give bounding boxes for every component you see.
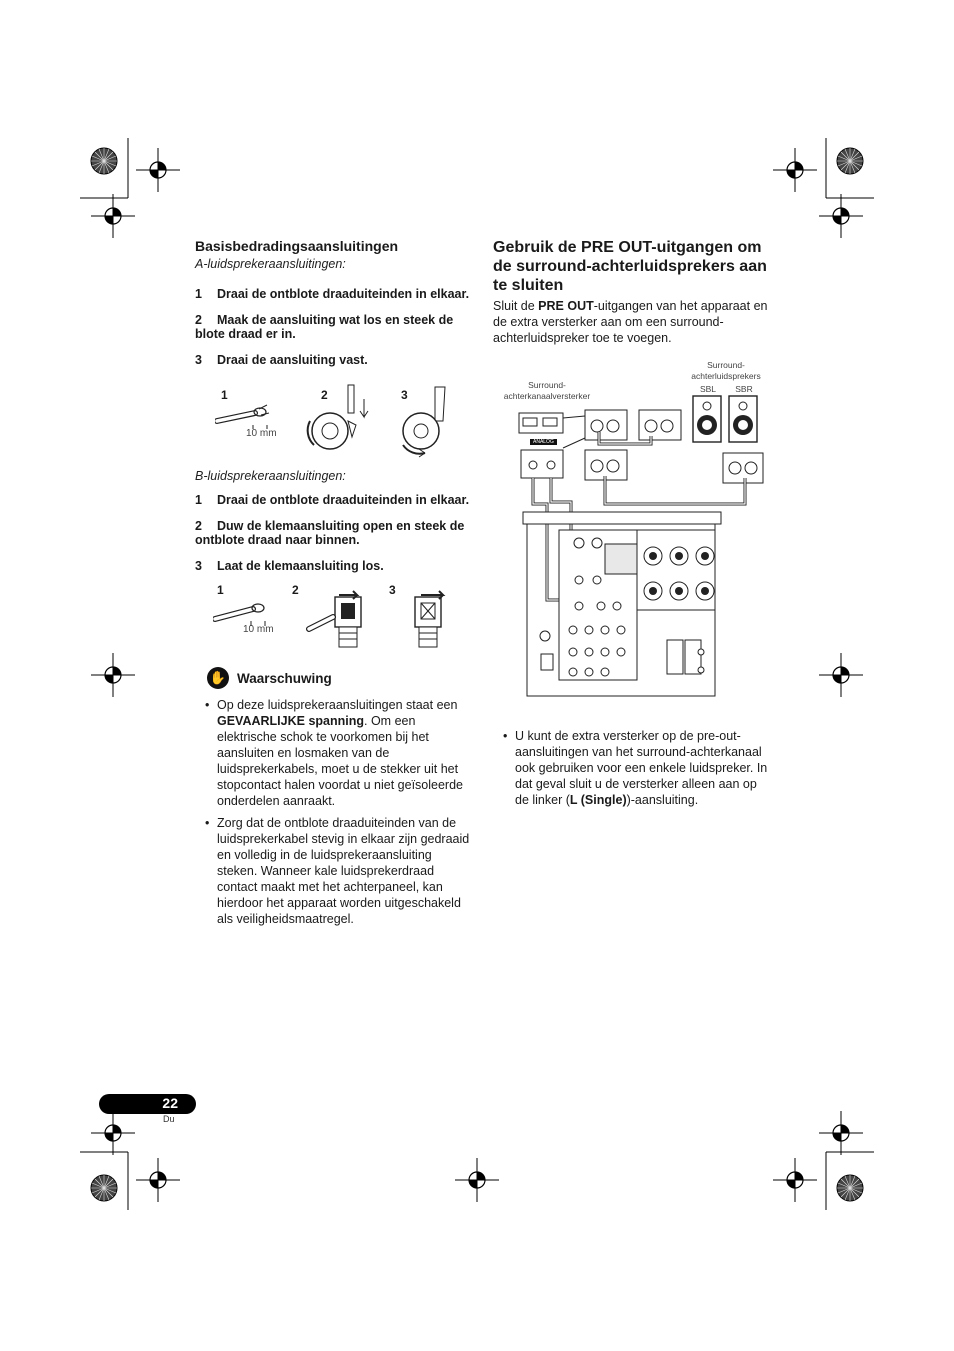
diagram-drawing: [493, 358, 773, 700]
pre-out-heading: Gebruik de PRE OUT-uitgangen om de surround-achterluidsprekers aan te sluiten: [493, 239, 767, 294]
twisted-wire-b-illustration: [213, 597, 283, 627]
warning-item: • Op deze luidsprekeraansluitingen staat een GEVAARLIJKE spanning. Om een elektrische schok te voorkomen bij het aansluiten en losmaken van de luidsprekerkabels, moet u de stekker uit het stopcontact halen voordat u niet geïsoleerde onderdelen aanraakt.: [195, 697, 473, 809]
analog-label: ANALOG: [530, 439, 557, 445]
note-item: • U kunt de extra versterker op de pre-out-aansluitingen van het surround-achterkanaal ook gebruiken voor een enkele luidspreker. In dat geval sluit u de versterker alleen aan op de linker (L (Single))-aansluiting.: [493, 728, 768, 808]
loosen-terminal-illustration: [300, 381, 370, 459]
warning-list: [195, 697, 473, 927]
figure-a-steps: [195, 381, 473, 459]
tighten-terminal-illustration: [395, 385, 465, 459]
a-step-3: 3 Draai de aansluiting vast.: [195, 353, 368, 367]
fig-a-num-3: 3: [401, 388, 408, 402]
warning-item: • Zorg dat de ontblote draaduiteinden van de luidsprekerkabel stevig in elkaar zijn gedraaid en volledig in de luidsprekeraansluiting steken. Wanneer kale luidsprekerdraad contact maakt met het achterpaneel, kan hierdoor het apparaat worden uitgeschakeld als veiligheidsmaatregel.: [195, 815, 473, 927]
push-clip-illustration: [305, 589, 375, 655]
warning-hand-icon: ✋: [207, 667, 229, 689]
twisted-wire-illustration: [215, 401, 285, 431]
warning-header: [207, 667, 473, 689]
a-subtitle: A-luidsprekeraansluitingen:: [195, 257, 346, 271]
fig-b-num-2: 2: [292, 583, 299, 597]
left-column: [195, 238, 473, 933]
fig-b-mm: 10 mm: [243, 624, 274, 635]
fig-b-num-3: 3: [389, 583, 396, 597]
language-code: Du: [163, 1114, 175, 1124]
a-step-1: 1 Draai de ontblote draaduiteinden in elkaar.: [195, 287, 470, 301]
figure-b-steps: [195, 583, 473, 659]
right-column: [493, 238, 773, 346]
b-subtitle: B-luidsprekeraansluitingen:: [195, 469, 346, 483]
b-step-3: 3 Laat de klemaansluiting los.: [195, 559, 384, 573]
note-list: [493, 728, 768, 808]
b-step-1: 1 Draai de ontblote draaduiteinden in elkaar.: [195, 493, 470, 507]
page-number-badge: [99, 1094, 196, 1114]
pre-out-intro: Sluit de PRE OUT-uitgangen van het apparaat en de extra versterker aan om een surround-achterluidspreker toe te voegen.: [493, 299, 768, 345]
fig-b-num-1: 1: [217, 583, 224, 597]
fig-a-num-2: 2: [321, 388, 328, 402]
connection-diagram: [493, 358, 773, 700]
amp-label: Surround-achterkanaalversterker: [503, 380, 591, 401]
section-heading: Basisbedradingsaansluitingen: [195, 238, 399, 254]
sbr-label: SBR: [735, 384, 753, 394]
fig-a-num-1: 1: [221, 388, 228, 402]
sbl-label: SBL: [699, 384, 717, 394]
a-step-2: 2 Maak de aansluiting wat los en steek de blote draad er in.: [195, 313, 454, 341]
b-step-2: 2 Duw de klemaansluiting open en steek de ontblote draad naar binnen.: [195, 519, 465, 547]
right-note: [493, 728, 768, 814]
speakers-label: Surround-achterluidsprekers: [691, 360, 761, 381]
page-number: 22: [162, 1095, 178, 1111]
warning-title: Waarschuwing: [237, 670, 332, 686]
release-clip-illustration: [401, 589, 461, 655]
fig-a-mm: 10 mm: [246, 428, 277, 439]
